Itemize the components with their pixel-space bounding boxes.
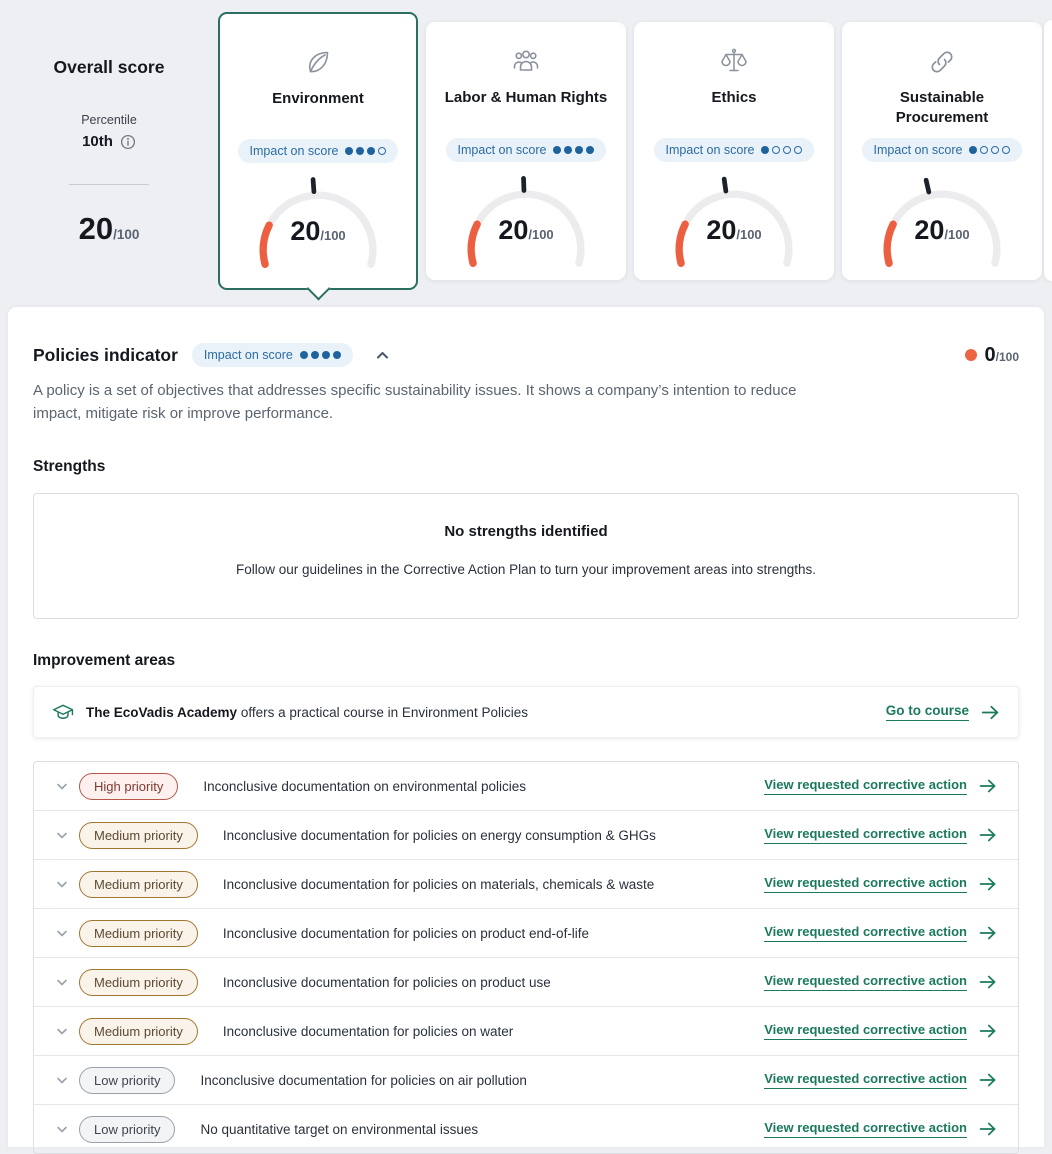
arrow-right-icon[interactable] bbox=[978, 974, 998, 990]
category-score: 20/100 bbox=[660, 215, 808, 246]
chevron-down-icon[interactable] bbox=[54, 926, 70, 941]
impact-on-score-badge bbox=[192, 343, 353, 367]
arrow-right-icon[interactable] bbox=[978, 1121, 998, 1137]
academy-text: The EcoVadis Academy offers a practical course in Environment Policies bbox=[86, 705, 528, 720]
priority-badge: Low priority bbox=[79, 1067, 175, 1094]
link-icon bbox=[926, 46, 958, 78]
score-gauge bbox=[244, 172, 392, 269]
category-title: Labor & Human Rights bbox=[429, 88, 624, 138]
improvement-area-text: No quantitative target on environmental issues bbox=[200, 1122, 478, 1137]
chevron-up-icon bbox=[374, 348, 391, 362]
gauge-tick bbox=[313, 180, 314, 192]
view-corrective-action-link[interactable]: View requested corrective action bbox=[764, 924, 967, 942]
category-cards-row bbox=[218, 12, 1042, 290]
arrow-right-icon[interactable] bbox=[978, 1072, 998, 1088]
scales-icon bbox=[718, 46, 750, 78]
improvement-area-row[interactable] bbox=[34, 859, 1018, 908]
impact-dots bbox=[553, 146, 594, 154]
view-corrective-action-link[interactable]: View requested corrective action bbox=[764, 1071, 967, 1089]
improvement-area-row[interactable] bbox=[34, 1104, 1018, 1153]
collapse-section-button[interactable] bbox=[372, 346, 393, 364]
overall-score-value: 20/100 bbox=[0, 211, 218, 247]
improvement-area-row[interactable] bbox=[34, 957, 1018, 1006]
chevron-down-icon[interactable] bbox=[54, 779, 70, 794]
strengths-heading: Strengths bbox=[33, 458, 1019, 476]
priority-badge: Medium priority bbox=[79, 969, 198, 996]
gauge-tick bbox=[724, 179, 726, 191]
info-icon[interactable] bbox=[120, 134, 136, 150]
partial-card-edge bbox=[1044, 20, 1052, 281]
chevron-down-icon[interactable] bbox=[54, 1073, 70, 1088]
improvement-area-text: Inconclusive documentation for policies on product end-of-life bbox=[223, 926, 589, 941]
score-status-dot bbox=[965, 349, 977, 361]
improvement-area-row[interactable] bbox=[34, 908, 1018, 957]
impact-on-score-badge bbox=[238, 139, 399, 163]
chevron-down-icon[interactable] bbox=[54, 1024, 70, 1039]
policies-indicator-panel bbox=[8, 307, 1044, 1147]
view-corrective-action-link[interactable]: View requested corrective action bbox=[764, 875, 967, 893]
view-corrective-action-link[interactable]: View requested corrective action bbox=[764, 826, 967, 844]
overall-score-title: Overall score bbox=[0, 57, 218, 78]
arrow-right-icon[interactable] bbox=[978, 778, 998, 794]
leaf-icon bbox=[302, 47, 334, 79]
view-corrective-action-link[interactable]: View requested corrective action bbox=[764, 777, 967, 795]
view-corrective-action-link[interactable]: View requested corrective action bbox=[764, 973, 967, 991]
category-score: 20/100 bbox=[868, 215, 1016, 246]
category-card-environment[interactable] bbox=[218, 12, 418, 290]
improvement-area-row[interactable] bbox=[34, 810, 1018, 859]
chevron-down-icon[interactable] bbox=[54, 1122, 70, 1137]
category-title: Environment bbox=[256, 89, 380, 139]
improvement-area-row[interactable] bbox=[34, 762, 1018, 810]
category-card-sustainable-procurement[interactable] bbox=[842, 22, 1042, 280]
go-to-course-link[interactable]: Go to course bbox=[886, 703, 969, 721]
score-gauge bbox=[660, 171, 808, 268]
chevron-down-icon[interactable] bbox=[54, 877, 70, 892]
arrow-right-icon[interactable] bbox=[980, 704, 1001, 721]
impact-dots bbox=[761, 146, 802, 154]
indicator-description: A policy is a set of objectives that addresses specific sustainability issues. It shows a company’s intention to reduce impact, mitigate risk or improve performance. bbox=[33, 380, 833, 425]
indicator-score: 0/100 bbox=[965, 344, 1019, 367]
priority-badge: Medium priority bbox=[79, 920, 198, 947]
category-card-labor-human-rights[interactable] bbox=[426, 22, 626, 280]
improvement-area-row[interactable] bbox=[34, 1006, 1018, 1055]
impact-on-score-label: Impact on score bbox=[458, 143, 547, 157]
category-card-ethics[interactable] bbox=[634, 22, 834, 280]
improvement-area-text: Inconclusive documentation for policies on product use bbox=[223, 975, 551, 990]
category-score: 20/100 bbox=[452, 215, 600, 246]
gauge-tick bbox=[926, 180, 929, 192]
category-title: Sustainable Procurement bbox=[842, 88, 1042, 138]
score-gauge bbox=[452, 171, 600, 268]
improvement-areas-heading: Improvement areas bbox=[33, 652, 1019, 670]
impact-dots bbox=[345, 147, 386, 155]
percentile-value: 10th bbox=[82, 133, 113, 150]
impact-on-score-label: Impact on score bbox=[204, 348, 293, 362]
impact-on-score-badge bbox=[862, 138, 1023, 162]
impact-on-score-label: Impact on score bbox=[250, 144, 339, 158]
strengths-empty-text: Follow our guidelines in the Corrective Action Plan to turn your improvement areas into strengths. bbox=[54, 562, 998, 577]
arrow-right-icon[interactable] bbox=[978, 925, 998, 941]
arrow-right-icon[interactable] bbox=[978, 1023, 998, 1039]
divider bbox=[69, 184, 149, 185]
strengths-empty-title: No strengths identified bbox=[54, 523, 998, 540]
academy-banner bbox=[33, 686, 1019, 738]
score-gauge bbox=[868, 171, 1016, 268]
category-title: Ethics bbox=[695, 88, 772, 138]
impact-on-score-label: Impact on score bbox=[874, 143, 963, 157]
chevron-down-icon[interactable] bbox=[54, 975, 70, 990]
graduation-cap-icon bbox=[51, 701, 76, 723]
priority-badge: Medium priority bbox=[79, 1018, 198, 1045]
impact-on-score-badge bbox=[446, 138, 607, 162]
impact-dots bbox=[969, 146, 1010, 154]
overall-score-block bbox=[0, 0, 218, 247]
arrow-right-icon[interactable] bbox=[978, 876, 998, 892]
impact-dots bbox=[300, 351, 341, 359]
priority-badge: Medium priority bbox=[79, 822, 198, 849]
improvement-area-row[interactable] bbox=[34, 1055, 1018, 1104]
category-score: 20/100 bbox=[244, 216, 392, 247]
improvement-areas-list bbox=[33, 761, 1019, 1154]
improvement-area-text: Inconclusive documentation for policies on energy consumption & GHGs bbox=[223, 828, 656, 843]
improvement-area-text: Inconclusive documentation for policies on air pollution bbox=[200, 1073, 526, 1088]
priority-badge: Medium priority bbox=[79, 871, 198, 898]
view-corrective-action-link[interactable]: View requested corrective action bbox=[764, 1120, 967, 1138]
panel-title: Policies indicator bbox=[33, 345, 178, 366]
impact-on-score-badge bbox=[654, 138, 815, 162]
improvement-area-text: Inconclusive documentation for policies on water bbox=[223, 1024, 513, 1039]
people-icon bbox=[510, 46, 542, 78]
percentile-label: Percentile bbox=[0, 113, 218, 127]
arrow-right-icon[interactable] bbox=[978, 827, 998, 843]
view-corrective-action-link[interactable]: View requested corrective action bbox=[764, 1022, 967, 1040]
priority-badge: High priority bbox=[79, 773, 178, 800]
impact-on-score-label: Impact on score bbox=[666, 143, 755, 157]
chevron-down-icon[interactable] bbox=[54, 828, 70, 843]
strengths-empty-box bbox=[33, 493, 1019, 619]
improvement-area-text: Inconclusive documentation for policies on materials, chemicals & waste bbox=[223, 877, 654, 892]
priority-badge: Low priority bbox=[79, 1116, 175, 1143]
improvement-area-text: Inconclusive documentation on environmental policies bbox=[203, 779, 526, 794]
